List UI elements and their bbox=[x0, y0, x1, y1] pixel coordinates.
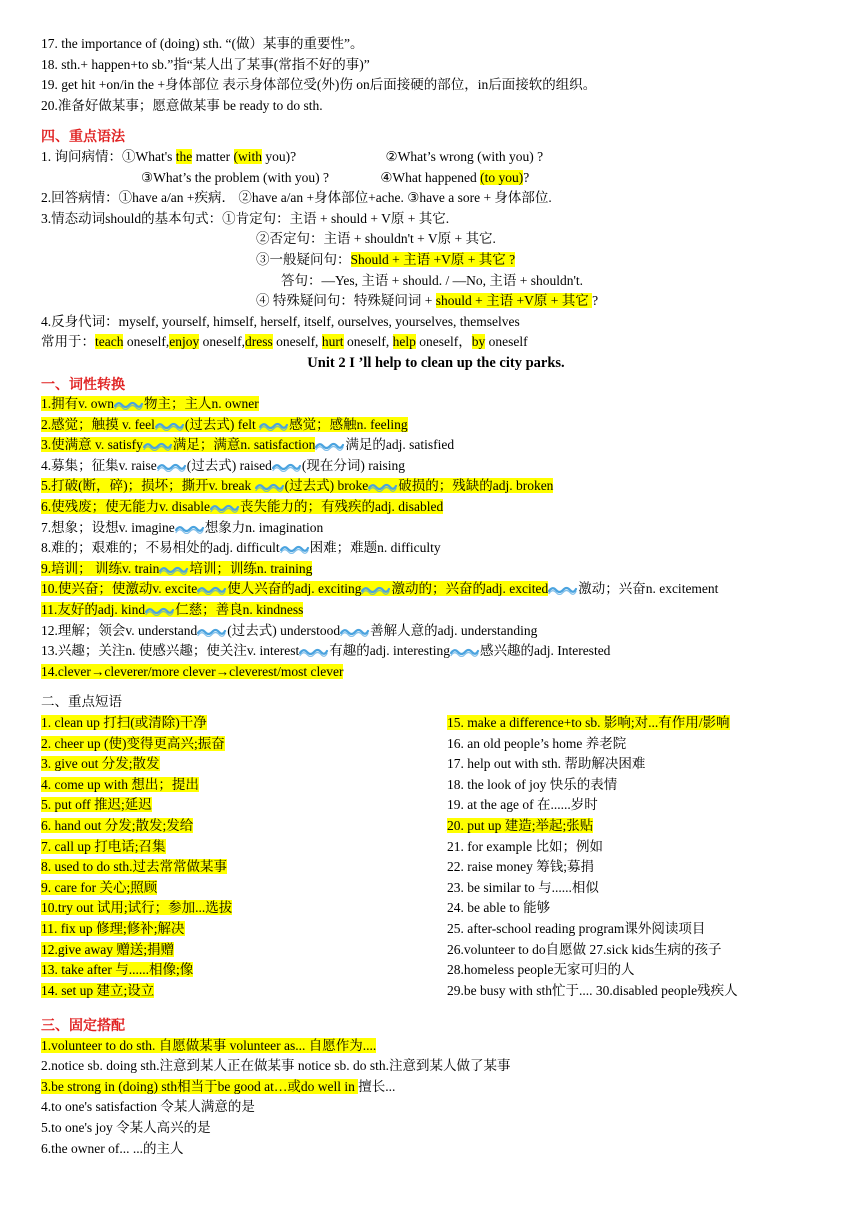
phrase-item bbox=[447, 754, 837, 775]
text-run: 仁慈；善良n. kindness bbox=[175, 602, 304, 618]
fixed-line-1 bbox=[41, 1036, 831, 1057]
word-line-8 bbox=[41, 538, 831, 559]
phrase-text: 20. put up 建造;举起;张贴 bbox=[447, 817, 594, 833]
wave-arrow-icon bbox=[548, 585, 578, 595]
highlight-run: 3.be strong in (doing) sth相当于be good at…或do well in bbox=[41, 1078, 359, 1094]
text-run: ②What’s wrong (with you) ? bbox=[385, 148, 544, 164]
highlight-run: (with bbox=[233, 148, 263, 164]
phrase-text: 25. after-school reading program课外阅读项目 bbox=[447, 920, 706, 936]
text-run: 1. 询问病情：①What's bbox=[41, 148, 176, 164]
text-run: (现在分词) raising bbox=[301, 457, 405, 473]
grammar-line-1 bbox=[41, 147, 831, 168]
spacer bbox=[41, 682, 831, 692]
phrase-text: 21. for example 比如；例如 bbox=[447, 838, 603, 854]
wave-arrow-icon bbox=[155, 421, 185, 431]
phrase-item bbox=[447, 878, 837, 899]
text-run: (过去式) broke bbox=[284, 478, 369, 494]
text-run: 1.拥有v. own bbox=[41, 396, 114, 412]
text-run: oneself, bbox=[199, 334, 245, 350]
phrase-text: 24. be able to 能够 bbox=[447, 900, 551, 916]
phrase-text: 13. take after 与......相像;像 bbox=[41, 962, 194, 978]
phrase-text: 2. cheer up (使)变得更高兴;振奋 bbox=[41, 735, 225, 751]
text-line: 17. the importance of (doing) sth. “(做）某事的重要性”。 bbox=[41, 36, 364, 51]
phrase-item bbox=[447, 960, 837, 981]
phrase-item bbox=[41, 775, 441, 796]
phrase-item bbox=[447, 816, 837, 837]
text-run: oneself, bbox=[123, 334, 170, 350]
phrase-item bbox=[447, 795, 837, 816]
text-run: (过去式) felt bbox=[184, 416, 260, 432]
wave-arrow-icon bbox=[299, 647, 329, 657]
wave-arrow-icon bbox=[197, 627, 227, 637]
document-page bbox=[41, 34, 831, 1159]
text-run: ? bbox=[523, 169, 530, 185]
fixed-line-4: 4.to one's satisfaction 令某人满意的是 bbox=[41, 1099, 255, 1115]
phrase-text: 16. an old people’s home 养老院 bbox=[447, 735, 627, 751]
text-run: ④What happened bbox=[380, 169, 481, 185]
word-line-4 bbox=[41, 456, 831, 477]
highlight-run: (to you) bbox=[480, 169, 524, 185]
wave-arrow-icon bbox=[368, 482, 398, 492]
text-run: 11.友好的adj. kind bbox=[41, 602, 146, 618]
text-run: 物主；主人n. owner bbox=[144, 396, 259, 412]
section-heading-fixed: 三、固定搭配 bbox=[41, 1017, 125, 1033]
phrases-right-column bbox=[447, 713, 837, 1001]
text-run: oneself， bbox=[415, 334, 472, 350]
grammar-line-3e bbox=[41, 291, 831, 312]
word-line-9 bbox=[41, 559, 831, 580]
text-run: (过去式) raised bbox=[186, 457, 272, 473]
text-run: 感觉；感触n. feeling bbox=[289, 416, 408, 432]
text-run: 感兴趣的adj. Interested bbox=[479, 643, 611, 659]
phrase-text: 19. at the age of 在......岁时 bbox=[447, 797, 598, 813]
text-run: 满足的adj. satisfied bbox=[345, 437, 455, 453]
phrase-text: 18. the look of joy 快乐的表情 bbox=[447, 776, 618, 792]
text-run: 7.想象；设想v. imagine bbox=[41, 519, 175, 535]
text-run: 13.兴趣；关注n. 使感兴趣；使关注v. interest bbox=[41, 643, 300, 659]
phrase-item bbox=[41, 795, 441, 816]
wave-arrow-icon bbox=[159, 565, 189, 575]
text-run: 困难；难题n. difficulty bbox=[309, 540, 441, 556]
phrase-text: 14. set up 建立;设立 bbox=[41, 982, 155, 998]
highlight-run: 14.clever→cleverer/more clever→cleverest/most clever bbox=[41, 663, 344, 679]
word-line-6 bbox=[41, 497, 831, 518]
text-run: 3.使满意 v. satisfy bbox=[41, 437, 143, 453]
phrase-item bbox=[41, 981, 441, 1002]
grammar-line-2: 2.回答病情：①have a/an +疾病． ②have a/an +身体部位+ache. ③have a sore + 身体部位. bbox=[41, 190, 552, 206]
phrase-item bbox=[41, 816, 441, 837]
text-run: 丧失能力的；有残疾的adj. disabled bbox=[240, 499, 444, 515]
phrase-text: 17. help out with sth. 帮助解决困难 bbox=[447, 756, 646, 772]
phrase-text: 3. give out 分发;散发 bbox=[41, 756, 160, 772]
wave-arrow-icon bbox=[450, 647, 480, 657]
spacer bbox=[41, 116, 831, 126]
text-run: matter bbox=[192, 148, 234, 164]
text-run: 使人兴奋的adj. exciting bbox=[227, 581, 362, 597]
section-heading-words: 一、词性转换 bbox=[41, 375, 125, 392]
wave-arrow-icon bbox=[114, 400, 144, 410]
word-line-14 bbox=[41, 662, 831, 683]
fixed-line-5: 5.to one's joy 令某人高兴的是 bbox=[41, 1119, 211, 1135]
wave-arrow-icon bbox=[361, 585, 391, 595]
phrase-item bbox=[447, 940, 837, 961]
phrase-text: 29.be busy with sth忙于.... 30.disabled people残疾人 bbox=[447, 982, 738, 998]
wave-arrow-icon bbox=[197, 585, 227, 595]
phrase-text: 23. be similar to 与......相似 bbox=[447, 879, 599, 895]
phrase-item bbox=[447, 837, 837, 858]
phrase-item bbox=[41, 898, 441, 919]
phrases-columns bbox=[41, 713, 831, 1003]
phrase-item bbox=[447, 734, 837, 755]
text-run: 想象力n. imagination bbox=[204, 519, 324, 535]
text-run: 破损的；残缺的adj. broken bbox=[398, 478, 554, 494]
grammar-line-3c bbox=[41, 250, 831, 271]
text-run: 激动；兴奋n. excitement bbox=[578, 581, 719, 597]
text-run: 常用于： bbox=[41, 334, 95, 350]
text-run: 满足；满意n. satisfaction bbox=[172, 437, 316, 453]
phrase-text: 22. raise money 筹钱;募捐 bbox=[447, 859, 594, 875]
section-heading-phrases: 二、重点短语 bbox=[41, 694, 122, 710]
text-run: oneself, bbox=[272, 334, 322, 350]
word-line-12 bbox=[41, 621, 831, 642]
text-run: you)? bbox=[262, 148, 297, 164]
phrase-item bbox=[447, 981, 837, 1002]
highlight-run: dress bbox=[244, 334, 273, 350]
text-run: oneself, bbox=[343, 334, 393, 350]
text-run: (过去式) understood bbox=[227, 622, 341, 638]
phrase-item bbox=[447, 775, 837, 796]
wave-arrow-icon bbox=[340, 627, 370, 637]
phrase-text: 4. come up with 想出；提出 bbox=[41, 776, 199, 792]
text-run: 善解人意的adj. understanding bbox=[370, 622, 538, 638]
section-heading-grammar: 四、重点语法 bbox=[41, 128, 125, 145]
wave-arrow-icon bbox=[280, 544, 310, 554]
phrase-item bbox=[41, 734, 441, 755]
word-line-13 bbox=[41, 641, 831, 662]
grammar-line-1b bbox=[41, 168, 831, 189]
phrase-text: 26.volunteer to do自愿做 27.sick kids生病的孩子 bbox=[447, 941, 722, 957]
text-run: oneself bbox=[485, 334, 528, 350]
wave-arrow-icon bbox=[145, 606, 175, 616]
phrase-text: 6. hand out 分发;散发;发给 bbox=[41, 817, 194, 833]
highlight-run: Should + 主语 +V原 + 其它 ? bbox=[350, 251, 516, 267]
phrase-text: 7. call up 打电话;召集 bbox=[41, 838, 166, 854]
wave-arrow-icon bbox=[143, 441, 173, 451]
wave-arrow-icon bbox=[272, 462, 302, 472]
text-run: 擅长... bbox=[358, 1078, 396, 1094]
phrase-item bbox=[447, 898, 837, 919]
highlight-run: hurt bbox=[321, 334, 344, 350]
text-run: ③What’s the problem (with you) ? bbox=[141, 169, 329, 185]
fixed-line-6: 6.the owner of... ...的主人 bbox=[41, 1140, 184, 1156]
highlight-run: teach bbox=[95, 334, 124, 350]
phrase-text: 15. make a difference+to sb. 影响;对...有作用/影响 bbox=[447, 715, 730, 730]
wave-arrow-icon bbox=[210, 503, 240, 513]
highlight-run: should + 主语 +V原 + 其它 bbox=[435, 293, 593, 309]
spacer bbox=[41, 1003, 831, 1015]
phrase-text: 1. clean up 打扫(或清除)干净 bbox=[41, 715, 207, 730]
grammar-line-5 bbox=[41, 332, 831, 353]
phrases-left-column bbox=[41, 713, 441, 1001]
text-run: ③一般疑问句： bbox=[256, 251, 351, 267]
text-run: 培训；训练n. training bbox=[189, 560, 313, 576]
phrase-item bbox=[41, 878, 441, 899]
phrase-text: 9. care for 关心;照顾 bbox=[41, 879, 158, 895]
phrase-text: 28.homeless people无家可归的人 bbox=[447, 962, 635, 978]
phrase-text: 11. fix up 修理;修补;解决 bbox=[41, 920, 185, 936]
text-run: 9.培训； 训练v. train bbox=[41, 560, 160, 576]
wave-arrow-icon bbox=[315, 441, 345, 451]
text-line: 20.准备好做某事；愿意做某事 be ready to do sth. bbox=[41, 97, 323, 113]
word-line-1 bbox=[41, 394, 831, 415]
word-line-7 bbox=[41, 518, 831, 539]
phrase-item bbox=[41, 754, 441, 775]
grammar-line-3a: 3.情态动词should的基本句式：①肯定句：主语 + should + V原 + 其它. bbox=[41, 210, 450, 226]
phrase-item bbox=[41, 857, 441, 878]
phrase-text: 8. used to do sth.过去常常做某事 bbox=[41, 859, 228, 875]
wave-arrow-icon bbox=[255, 482, 285, 492]
grammar-line-3b: ②否定句：主语 + shouldn't + V原 + 其它. bbox=[256, 231, 496, 247]
phrase-item bbox=[41, 837, 441, 858]
phrase-text: 10.try out 试用;试行；参加...选拔 bbox=[41, 900, 233, 916]
grammar-line-4: 4.反身代词：myself, yourself, himself, herself, itself, ourselves, yourselves, themselves bbox=[41, 313, 520, 329]
phrase-item bbox=[41, 940, 441, 961]
wave-arrow-icon bbox=[157, 462, 187, 472]
text-run: ④ 特殊疑问句：特殊疑问词 + bbox=[256, 293, 436, 309]
text-line: 19. get hit +on/in the +身体部位 表示身体部位受(外)伤 on后面接硬的部位，in后面接软的组织。 bbox=[41, 77, 597, 93]
word-line-5 bbox=[41, 476, 831, 497]
phrase-item bbox=[447, 919, 837, 940]
fixed-line-2: 2.notice sb. doing sth.注意到某人正在做某事 notice sb. do sth.注意到某人做了某事 bbox=[41, 1058, 511, 1074]
word-line-2 bbox=[41, 415, 831, 436]
phrase-item bbox=[41, 960, 441, 981]
text-run: 2.感觉；触摸 v. feel bbox=[41, 416, 155, 432]
wave-arrow-icon bbox=[175, 524, 205, 534]
highlight-run: by bbox=[471, 334, 486, 350]
text-run: 8.难的；艰难的；不易相处的adj. difficult bbox=[41, 540, 280, 556]
highlight-run: help bbox=[392, 334, 416, 350]
grammar-line-3d: 答句：—Yes, 主语 + should. / —No, 主语 + shouldn't. bbox=[281, 272, 584, 288]
text-run: ? bbox=[592, 293, 599, 309]
fixed-line-3 bbox=[41, 1077, 831, 1098]
phrase-text: 12.give away 赠送;捐赠 bbox=[41, 941, 175, 957]
word-line-10 bbox=[41, 579, 831, 600]
text-run: 5.打破(断，碎)；损坏；撕开v. break bbox=[41, 478, 255, 494]
highlight-run: 1.volunteer to do sth. 自愿做某事 volunteer as... 自愿作为.... bbox=[41, 1037, 377, 1053]
wave-arrow-icon bbox=[259, 421, 289, 431]
unit-title: Unit 2 I ’ll help to clean up the city parks. bbox=[307, 354, 565, 371]
text-run: 10.使兴奋；使激动v. excite bbox=[41, 581, 198, 597]
text-run: 12.理解；领会v. understand bbox=[41, 622, 198, 638]
phrase-text: 5. put off 推迟;延迟 bbox=[41, 797, 152, 813]
phrase-item bbox=[41, 919, 441, 940]
text-run: 激动的；兴奋的adj. excited bbox=[391, 581, 549, 597]
highlight-run: enjoy bbox=[169, 334, 200, 350]
text-run: 6.使残废；使无能力v. disable bbox=[41, 499, 210, 515]
text-run: 有趣的adj. interesting bbox=[329, 643, 450, 659]
text-line: 18. sth.+ happen+to sb.”指“某人出了某事(常指不好的事)” bbox=[41, 56, 370, 72]
highlight-run: the bbox=[175, 148, 193, 164]
phrase-item bbox=[447, 713, 837, 734]
phrase-item bbox=[41, 713, 441, 734]
word-line-11 bbox=[41, 600, 831, 621]
phrase-item bbox=[447, 857, 837, 878]
text-run: 4.募集；征集v. raise bbox=[41, 457, 157, 473]
word-line-3 bbox=[41, 435, 831, 456]
